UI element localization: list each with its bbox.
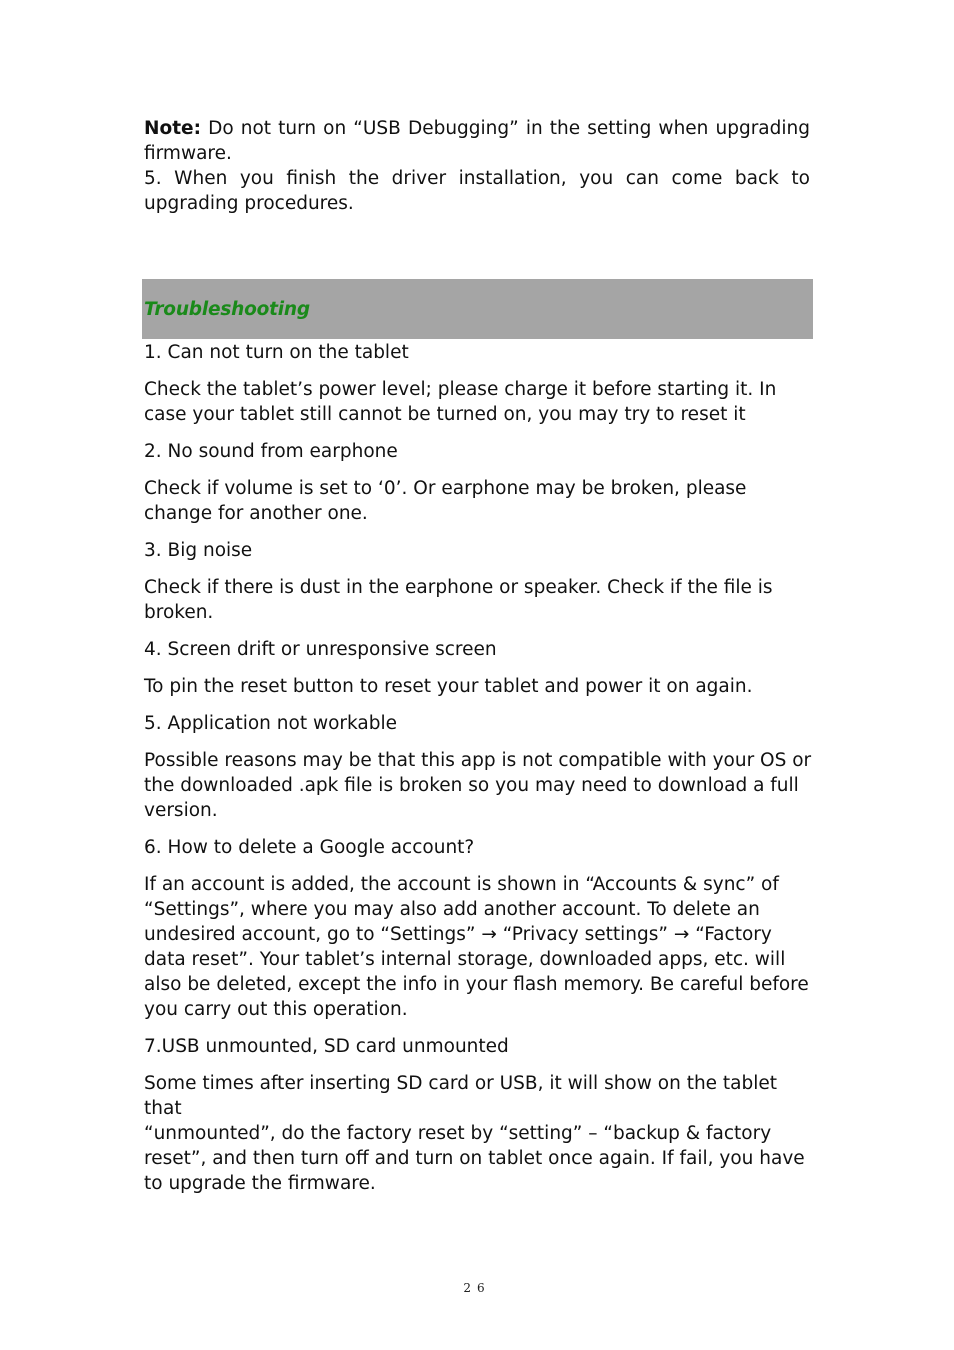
faq-item	[144, 538, 814, 637]
page-number: 26	[463, 1281, 491, 1295]
note-section	[144, 116, 810, 216]
note-label: Note:	[144, 118, 201, 139]
faq-item	[144, 1034, 814, 1208]
faq-answer: Check the tablet’s power level; please charge it before starting it. In case your tablet still cannot be turned on, you may try to reset it	[144, 379, 777, 425]
faq-question: 7.USB unmounted, SD card unmounted	[144, 1036, 509, 1057]
faq-answer: Possible reasons may be that this app is not compatible with your OS or the downloaded .apk file is broken so you may need to download a full version.	[144, 750, 812, 821]
faq-answer: Some times after inserting SD card or USB, it will show on the tablet that “unmounted”, do the factory reset by “setting” – “backup & factory reset”, and then turn off and turn on tablet once again. If fail, you have to upgrade the firmware.	[144, 1073, 805, 1194]
faq-question: 5. Application not workable	[144, 713, 398, 734]
note-text: Do not turn on “USB Debugging” in the setting when upgrading firmware.	[144, 118, 810, 164]
faq-item	[144, 637, 814, 711]
note-block	[144, 116, 810, 216]
faq-answer: Check if there is dust in the earphone or speaker. Check if the file is broken.	[144, 577, 773, 623]
section-title: Troubleshooting	[144, 298, 310, 320]
faq-answer: Check if volume is set to ‘0’. Or earphone may be broken, please change for another one.	[144, 478, 747, 524]
faq-question: 1. Can not turn on the tablet	[144, 342, 409, 363]
troubleshooting-header	[142, 279, 813, 339]
faq-item	[144, 835, 814, 1034]
faq-answer: To pin the reset button to reset your tablet and power it on again.	[144, 676, 753, 697]
faq-question: 4. Screen drift or unresponsive screen	[144, 639, 497, 660]
faq-question: 3. Big noise	[144, 540, 253, 561]
faq-answer: If an account is added, the account is shown in “Accounts & sync” of “Settings”, where you may also add another account. To delete an undesired account, go to “Settings” → “Privacy settings” → “Factory data reset”. Your tablet’s internal storage, downloaded apps, etc. will also be deleted, except the info in your flash memory. Be careful before you carry out this operation.	[144, 874, 809, 1020]
faq-question: 6. How to delete a Google account?	[144, 837, 475, 858]
step-5-paragraph: 5. When you finish the driver installation, you can come back to upgrading procedures.	[144, 168, 810, 214]
faq-list	[144, 340, 814, 1208]
note-paragraph	[144, 116, 810, 166]
faq-item	[144, 711, 814, 835]
faq-question: 2. No sound from earphone	[144, 441, 398, 462]
faq-item	[144, 340, 814, 439]
faq-item	[144, 439, 814, 538]
